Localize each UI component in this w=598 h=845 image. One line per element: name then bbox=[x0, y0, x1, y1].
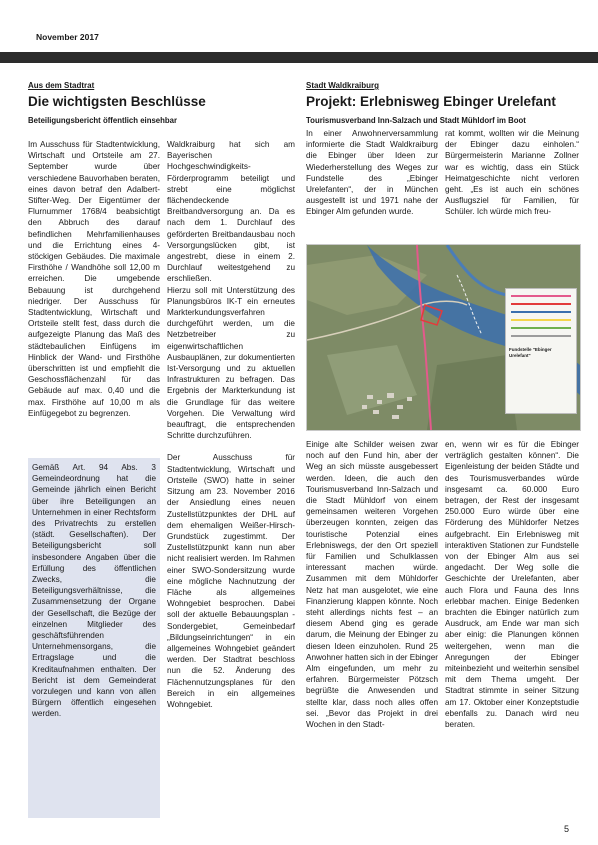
left-column-1 bbox=[28, 139, 160, 419]
legend-row bbox=[511, 311, 571, 313]
left-column-2 bbox=[167, 139, 295, 710]
legend-row bbox=[511, 319, 571, 321]
issue-date: November 2017 bbox=[36, 32, 99, 42]
legend-row bbox=[511, 295, 571, 297]
top-banner bbox=[0, 0, 598, 26]
left-rubric: Aus dem Stadtrat bbox=[28, 81, 95, 90]
right-rubric: Stadt Waldkraiburg bbox=[306, 81, 380, 90]
left-subheadline: Beteiligungsbericht öffentlich einsehbar bbox=[28, 116, 178, 125]
right-top-left-text: In einer Anwohnerversammlung informierte die Stadt Waldkraiburg die Ebinger über Ideen zur Wiederherstellung des Weges zur Fundstelle des „Ebinger Urelefanten“, der in München ausgestellt ist und 1971 nahe der Ebinger Alm gefunden wurde. bbox=[306, 129, 438, 217]
map-legend bbox=[505, 288, 577, 414]
right-bottom-column-2 bbox=[445, 439, 579, 730]
legend-row bbox=[511, 335, 571, 337]
left-headline: Die wichtigsten Beschlüsse bbox=[28, 94, 206, 109]
left-col2-para-2: Hierzu soll mit Unterstützung des Planungsbüros IK-T ein erneutes Markterkundungsverfahren durchgeführt werden, um die Netzbetreiber zu eigenwirtschaftlichen Ausbauplänen, zur dokumentierten Ist-Versorgung und zu aktuellen Infrastrukturen zu befragen. Das Ergebnis der Markterkundung ist die Grundlage für das weitere Vorgehen. Die Verwaltung wird beauftragt, die entsprechenden Schritte durchzuführen. bbox=[167, 285, 295, 441]
legend-row bbox=[511, 327, 571, 329]
map-caption: Fundstelle "Ebinger Urelefant" bbox=[509, 347, 552, 358]
header-rule bbox=[0, 52, 598, 63]
right-headline: Projekt: Erlebnisweg Ebinger Urelefant bbox=[306, 94, 556, 109]
right-subheadline: Tourismusverband Inn-Salzach und Stadt Mühldorf im Boot bbox=[306, 116, 526, 125]
left-col2-para-1: Waldkraiburg hat sich am Bayerischen Hochgeschwindigkeits-Förderprogramm beteiligt und strebt eine möglichst flächendeckende Breitbandversorgung an. Da es nach dem 1. Durchlauf des geförderten Breitbandausbau noch Versorgungslücken gibt, ist angestrebt, diese in einem 2. Durchlauf weitestgehend zu erschließen. bbox=[167, 140, 295, 284]
right-bottom-column-1 bbox=[306, 439, 438, 730]
left-col2-para-3: Der Ausschuss für Stadtentwicklung, Wirtschaft und Ortsteile (SWO) hatte in seiner Sitzung am 23. November 2016 der Ansiedlung eines neuen Zustellstützpunktes der DHL auf dem ehemaligen Weißer-Hirsch-Grundstück zugestimmt. Der Zustellstützpunkt kann nun aber nicht realisiert werden. Im Rahmen einer SWO-Sondersitzung wurde eine mögliche Nachnutzung der Fläche als allgemeines Wohngebiet besprochen. Dabei soll der aktuelle Bebauungsplan - Sondergebiet, Gemeinbedarf „Bildungseinrichtungen“ in ein allgemeines Wohngebiet geändert werden. Der Stadtrat beschloss nun die 52. Änderung des Flächennutzungsplanes für den Bereich in ein allgemeines Wohngebiet. bbox=[167, 453, 295, 709]
page-number: 5 bbox=[564, 824, 570, 834]
right-top-column-1 bbox=[306, 128, 438, 218]
right-bottom-left-text: Einige alte Schilder weisen zwar noch auf den Fund hin, aber der Weg an sich müsste ausgebessert werden. Ideen, die auch den Tourismusverband Inn-Salzach und die Stadt Mühldorf von einem gemeinsamen weiteren Vorgehen überzeugen konnten, zeigen das touristische Potenzial eines Erlebniswegs, der den Ort speziell für Familien und Schulklassen interessant machen würde. Zusammen mit dem Mühldorfer Netz hat man ausgelotet, wie eine Finanzierung klappen könnte. Noch steht allerdings nichts fest – an diesem Abend ging es gerade darum, die Meinung der Ebinger zu diesen Ideen einzuholen. Rund 25 Anwohner hatten sich in der Ebinger Alm eingefunden, um mehr zu erfahren. Bürgermeister Pötzsch begrüßte die Anwesenden und stellte klar, dass noch alles offen sei. „Bevor das Projekt in drei Wochen in den Stadt- bbox=[306, 440, 438, 730]
info-box bbox=[28, 458, 160, 818]
legend-row bbox=[511, 303, 571, 305]
info-box-text: Gemäß Art. 94 Abs. 3 Gemeindeordnung hat die Gemeinde jährlich einen Bericht über ihre Beteiligungen an Unternehmen in einer Rechtsform des Privatrechts zu erstellen (städt. Gesellschaften). Der Beteiligungsbericht soll insbesondere Angaben über die Erfüllung des öffentlichen Zwecks, die Beteiligungsverhältnisse, die Zusammensetzung der Organe der Gesellschaft, die Bezüge der einzelnen Mitglieder des geschäftsführenden Unternehmensorgans, die Ertragslage und die Kreditaufnahmen enthalten. Der Bericht ist dem Gemeinderat vorzulegen und kann von allen Bürgern öffentlich eingesehen werden. bbox=[32, 463, 156, 719]
left-col1-text: Im Ausschuss für Stadtentwicklung, Wirtschaft und Ortsteile am 27. September wurde über verschiedene Bauvorhaben beraten, eines davon betraf den Adalbert-Stifter-Weg. Der Eigentümer der Flurnummer 1768/4 beabsichtigt den Abbruch des darauf befindlichen Mehrfamilienhauses und die Errichtung eines 4-stöckigen Gebäudes. Die maximale Firsthöhe / Wandhöhe soll 12,00 m erreichen. Die umgebende Bebauung ist durchgehend niedriger. Der Ausschuss für Stadtentwicklung, Wirtschaft und Ortsteile stellt fest, dass durch die aufgezeigte Planung das Maß des städtebaulichen Einfügens im Hinblick der Wand- und Firsthöhe überschritten ist und empfiehlt die Geschossflächenzahl für das Gebäude auf max. 0,40 und die max. Firsthöhe auf 10,00 m als Einfügegebot zu begrenzen. bbox=[28, 140, 161, 418]
right-top-column-2 bbox=[445, 128, 579, 218]
right-bottom-right-text: en, wenn wir es für die Ebinger verträglich gestalten können“. Die Eigenleistung der beiden Städte und des Tourismusverbandes würde insgesamt ca. 60.000 Euro betragen, der Rest der insgesamt 250.000 Euro würde über eine Förderung des Mühldorfer Netzes aufgebracht. Ein Erlebnisweg mit interaktiven Stationen zur Fundstelle von der Ebinger Alm aus sei angedacht. Der Weg solle die Geschichte der Urelefanten, aber auch Flora und Fauna des Inns erlebbar machen. Einige Bedenken brachten die Ebinger natürlich zum Ausdruck, am Ende war man sich aber einig: die Planungen können weitergehen, wenn man die Anregungen der Ebinger miteinbezieht und weiterhin sensibel mit dem Thema umgeht. Der Stadtrat stimmte in seiner Sitzung am 17. Oktober einer Konzeptstudie ebenfalls zu. Danach wird neu beraten. bbox=[445, 440, 579, 730]
right-top-right-text: rat kommt, wollten wir die Meinung der Ebinger dazu einholen.“ Bürgermeisterin Marianne Zollner war es wichtig, dass ein Stück Heimatgeschichte nicht verloren geht. „Es ist auch ein schönes Ausflugsziel für Familien, für Schüler. Ich würde mich freu- bbox=[445, 129, 579, 217]
